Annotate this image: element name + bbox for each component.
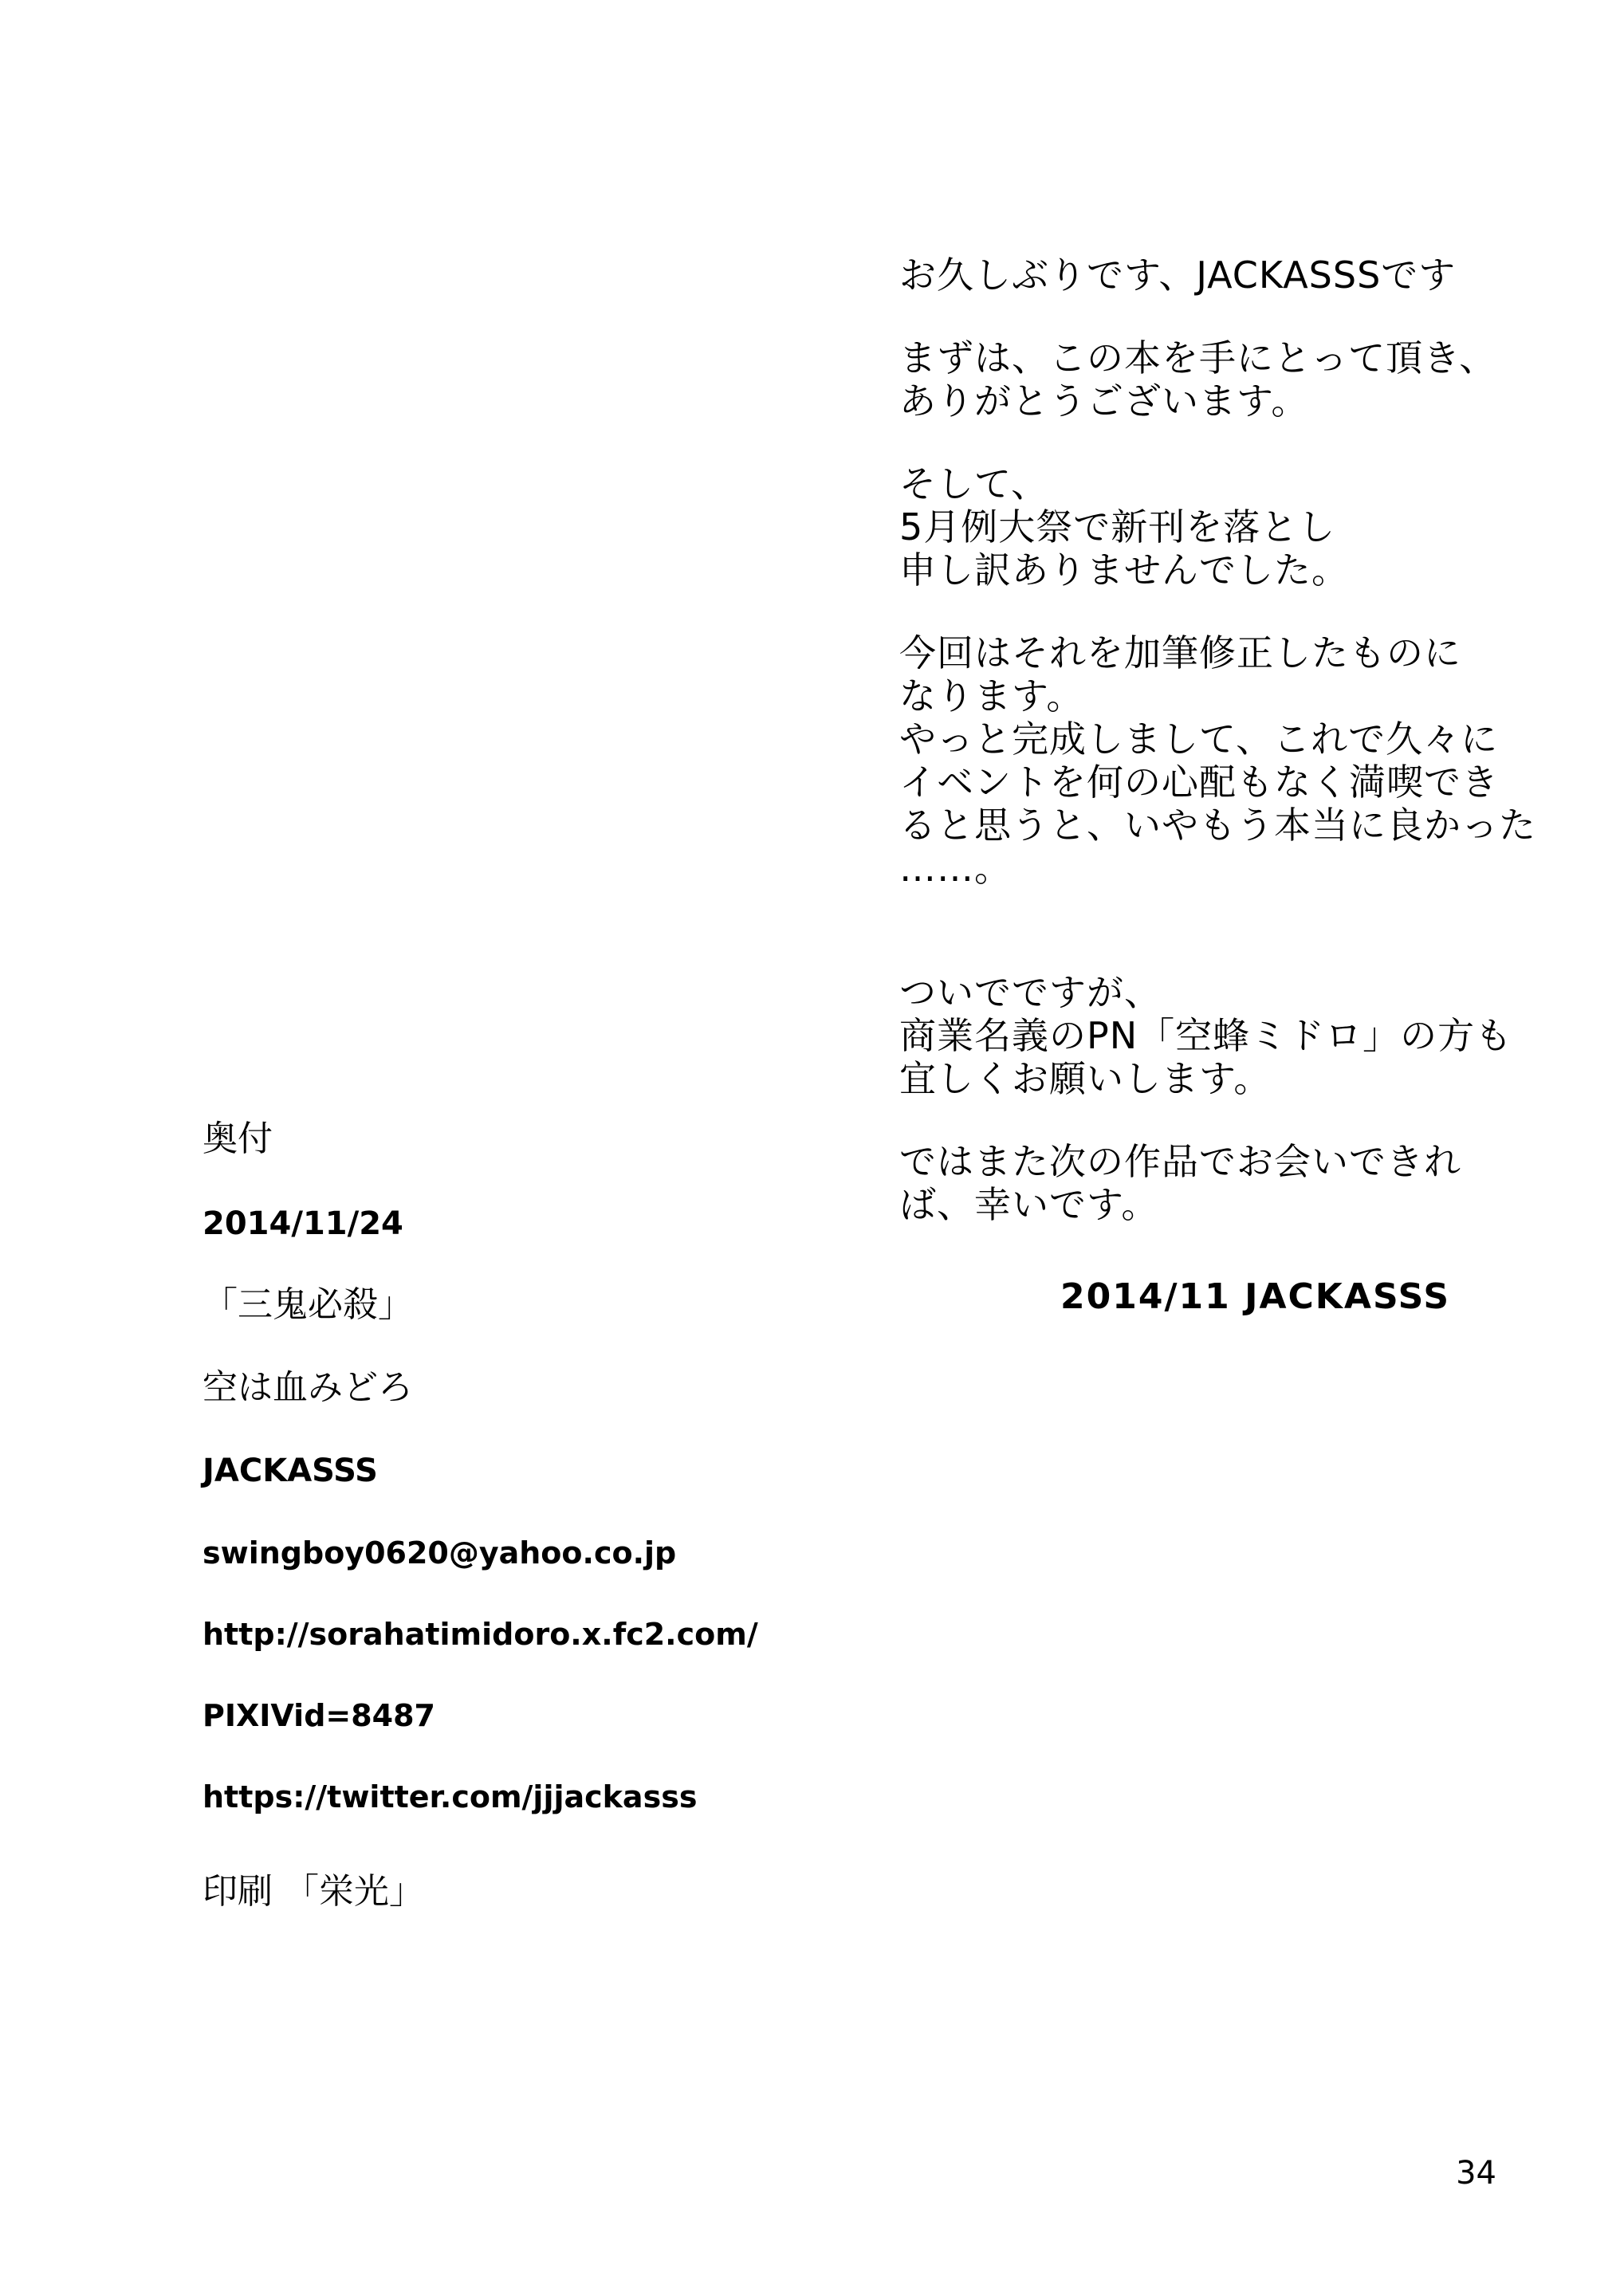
afterword-line: ……。: [899, 847, 1012, 890]
afterword-line: ありがとうございます。: [899, 379, 1309, 423]
colophon-website: http://sorahatimidoro.x.fc2.com/: [203, 1617, 758, 1652]
afterword-text: [899, 254, 1537, 1266]
afterword-line: なります。: [899, 674, 1084, 718]
afterword-line: ついでですが、: [899, 971, 1162, 1014]
afterword-line: 宜しくお願いします。: [899, 1057, 1272, 1100]
colophon-heading: 奥付: [203, 1119, 273, 1159]
colophon-author: JACKASSS: [203, 1453, 378, 1489]
afterword-line: 申し訳ありませんでした。: [899, 548, 1349, 592]
afterword-line: 今回はそれを加筆修正したものに: [899, 631, 1461, 674]
afterword-line: 5月例大祭で新刊を落とし: [899, 505, 1336, 548]
colophon-circle-name: 空は血みどろ: [203, 1367, 413, 1408]
afterword-paragraph: [899, 254, 1537, 297]
afterword-line: ると思うと、いやもう本当に良かった: [899, 804, 1536, 847]
page-number: 34: [1456, 2155, 1496, 2192]
colophon-twitter: https://twitter.com/jjjackasss: [203, 1779, 698, 1814]
afterword-line: 商業名義のPN「空蜂ミドロ」の方も: [899, 1014, 1513, 1057]
afterword-paragraph: [899, 462, 1537, 592]
afterword-line: ではまた次の作品でお会いできれ: [899, 1140, 1461, 1183]
afterword-signature: 2014/11 JACKASSS: [1060, 1276, 1451, 1317]
afterword-line: イベントを何の心配もなく満喫でき: [899, 761, 1499, 804]
afterword-paragraph: [899, 336, 1537, 423]
afterword-paragraph: [899, 971, 1537, 1100]
colophon-printer: 印刷 「栄光」: [203, 1871, 424, 1912]
colophon-pixiv: PIXIVid=8487: [203, 1698, 435, 1733]
afterword-line: お久しぶりです、JACKASSSです: [899, 254, 1457, 297]
afterword-line: やっと完成しまして、これで久々に: [899, 718, 1499, 761]
afterword-line: そして、: [899, 462, 1049, 505]
colophon-email: swingboy0620@yahoo.co.jp: [203, 1535, 677, 1571]
colophon-date: 2014/11/24: [203, 1205, 403, 1242]
afterword-line: ば、幸いです。: [899, 1183, 1159, 1226]
afterword-paragraph: [899, 1140, 1537, 1226]
colophon-title: 「三鬼必殺」: [203, 1284, 413, 1325]
afterword-line: まずは、この本を手にとって頂き、: [899, 336, 1497, 379]
afterword-paragraph: [899, 631, 1537, 890]
